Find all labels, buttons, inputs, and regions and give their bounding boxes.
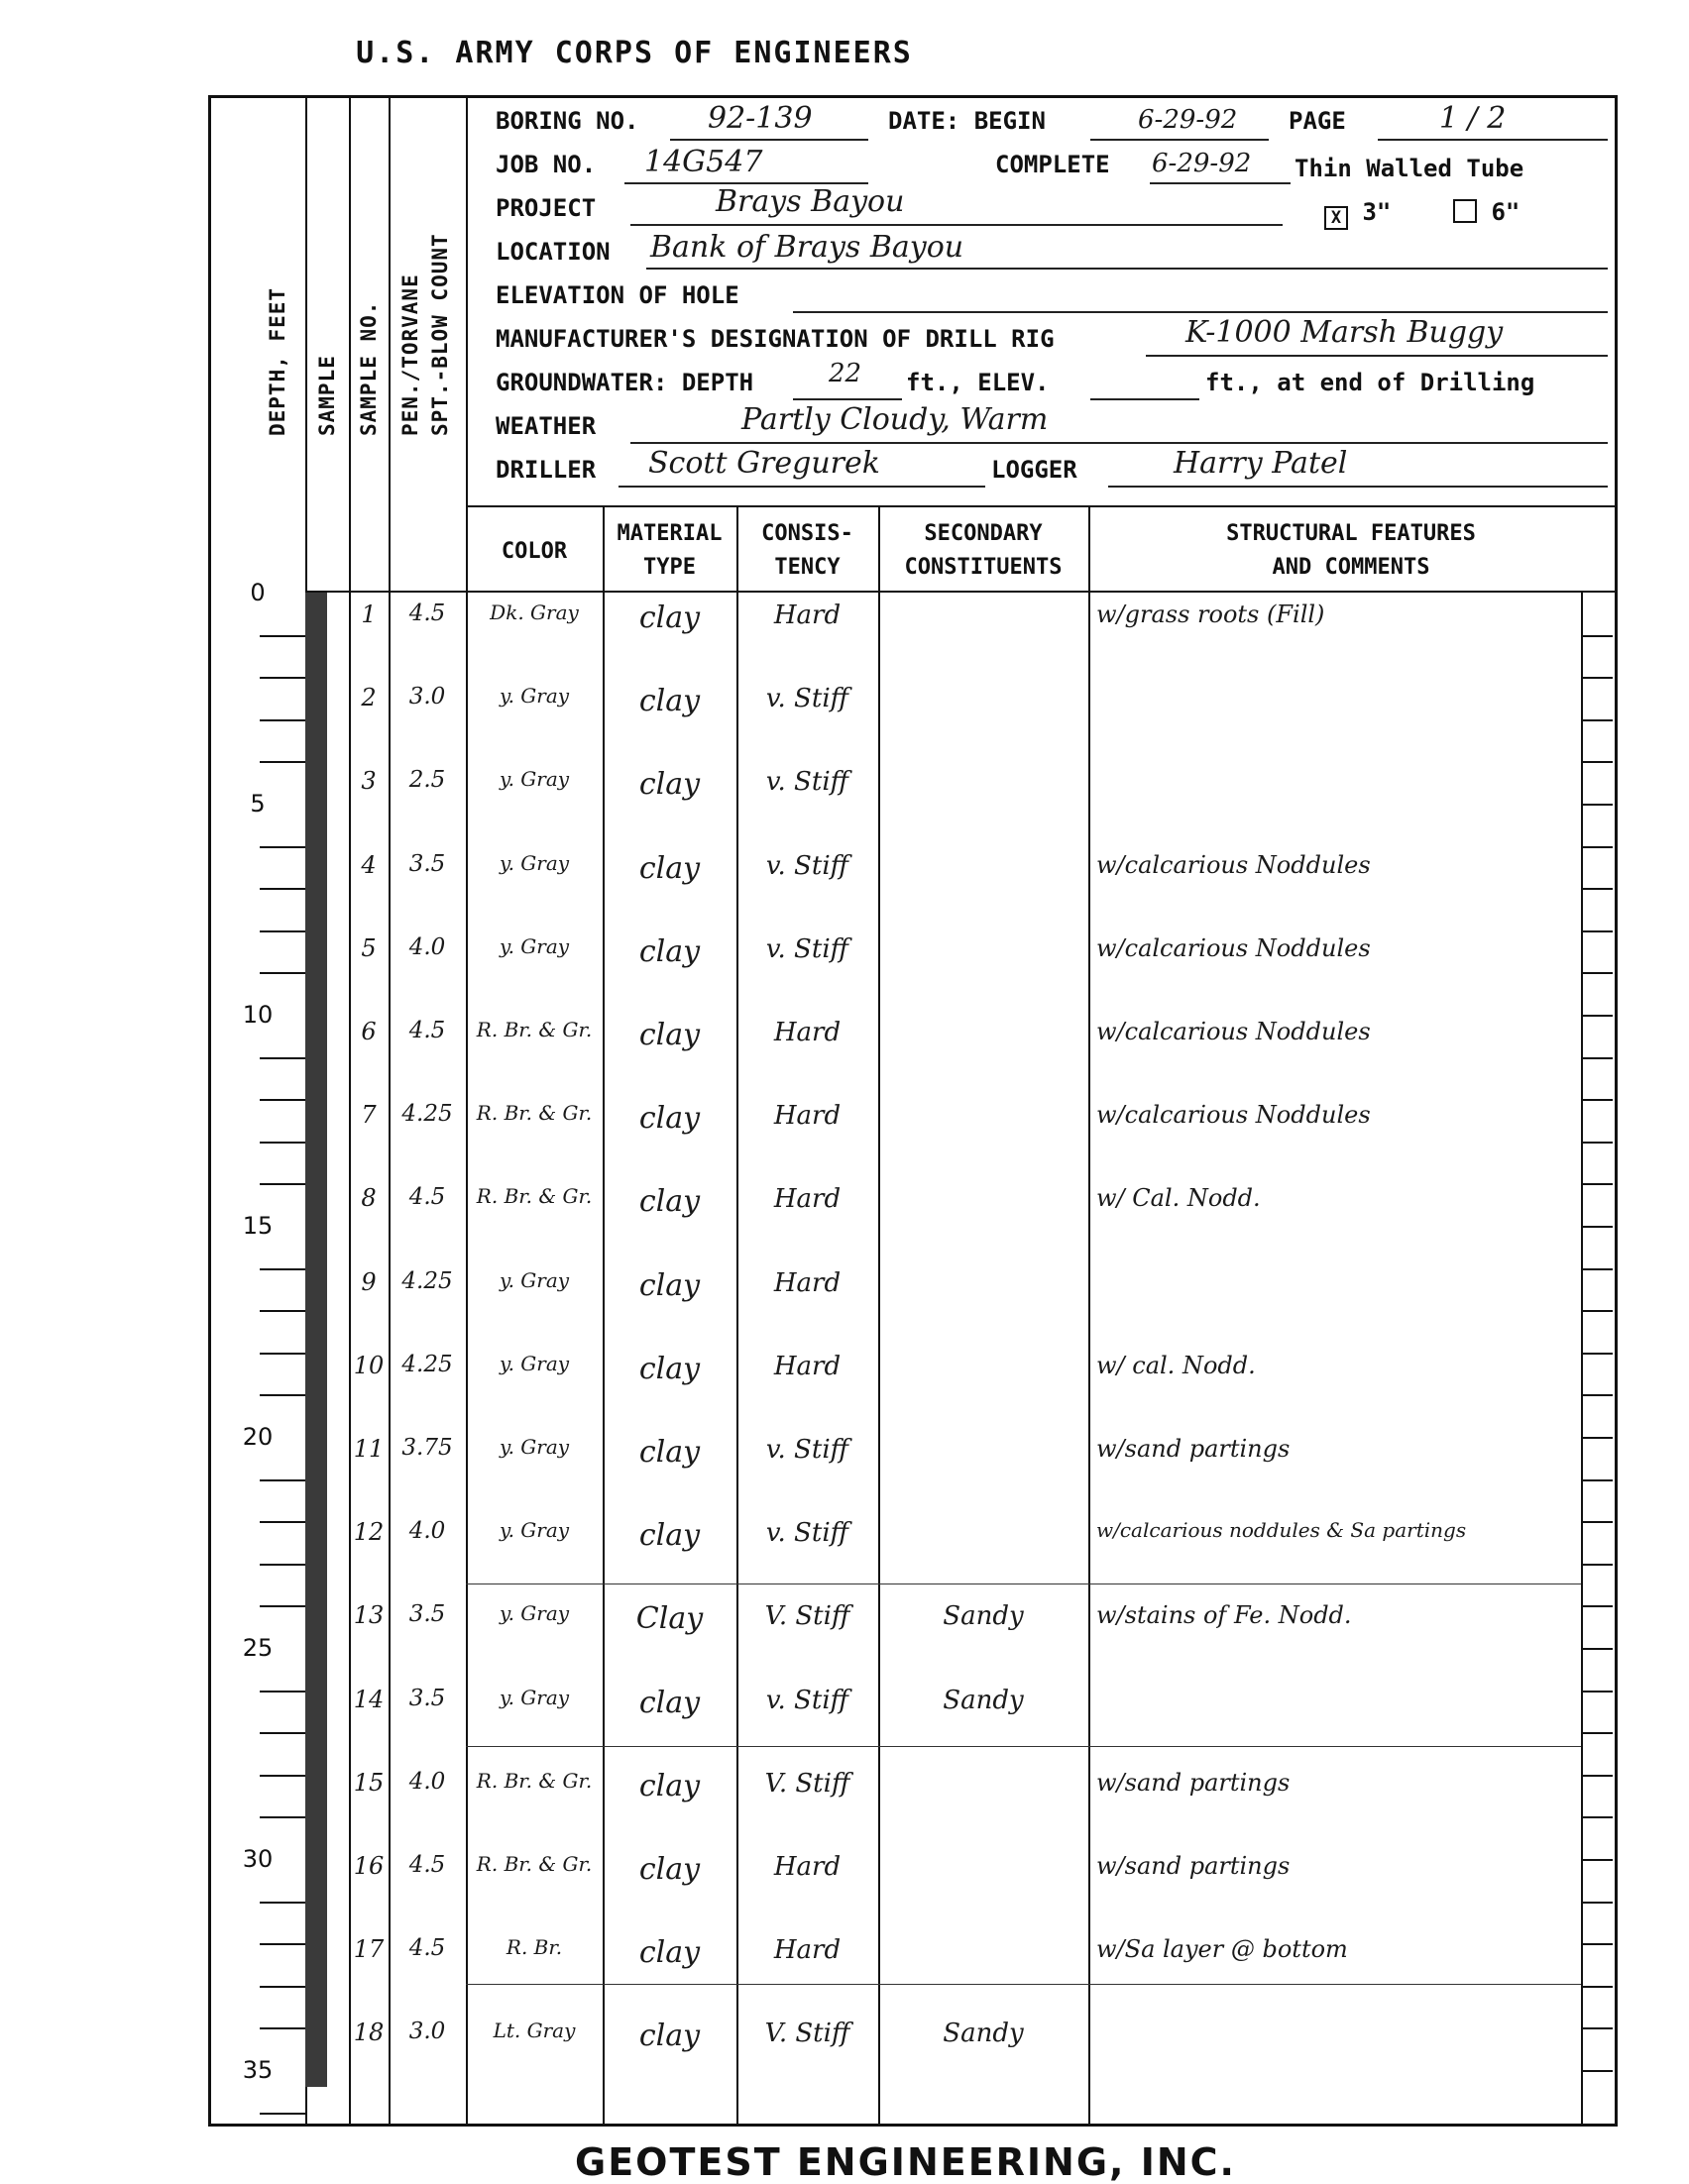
complete-underline [1150,182,1291,184]
depth-tick [260,1479,305,1481]
right-scale-tick [1581,1859,1613,1861]
location-underline [646,268,1608,270]
elevation-underline [793,311,1608,313]
right-scale-tick [1581,1648,1613,1650]
right-scale-tick [1581,1732,1613,1734]
depth-tick [260,972,305,974]
pen-torvane-value: 4.25 [401,1267,453,1294]
consistency-value: Hard [773,1267,842,1298]
depth-tick [260,1943,305,1945]
project-value: Brays Bayou [716,184,905,219]
material-type-column-header [603,517,736,587]
date-begin-underline [1090,139,1269,141]
secondary-constituent-value: Sandy [943,2019,1024,2049]
consistency-header-line2: TENCY [774,555,841,580]
color-value: R. Br. & Gr. [476,1852,593,1876]
location-value: Bank of Brays Bayou [650,230,964,265]
depth-tick [260,1564,305,1566]
material-header-line1: MATERIAL [617,521,723,546]
consistency-value: v. Stiff [765,1685,849,1715]
groundwater-end-label: ft., at end of Drilling [1205,369,1535,396]
sample-number: 10 [353,1351,385,1379]
color-value: y. Gray [499,1685,570,1709]
sample-number: 1 [361,601,377,628]
sample-number: 15 [353,1768,385,1797]
tube-6in-checkbox[interactable] [1453,199,1477,223]
structural-comment-value: w/sand partings [1096,1435,1291,1463]
depth-tick [260,2113,305,2115]
right-scale-tick [1581,1099,1613,1101]
sample-number: 17 [353,1935,385,1964]
depth-tick [260,1816,305,1818]
logger-value: Harry Patel [1174,446,1348,481]
pen-torvane-value: 4.5 [408,1852,446,1878]
sample-interval-bar [305,593,327,2087]
material-type-value: clay [638,1852,701,1887]
consistency-value: v. Stiff [765,1518,849,1549]
right-scale-tick [1581,1605,1613,1607]
depth-tick [260,1394,305,1396]
depth-tick [260,1268,305,1270]
depth-tick [260,1057,305,1059]
secondary-constituent-value: Sandy [943,1601,1024,1632]
color-value: y. Gray [499,1518,570,1543]
right-scale-tick [1581,1902,1613,1904]
material-type-value: clay [638,1101,701,1137]
drill-rig-underline [1146,355,1608,357]
page-underline [1378,139,1608,141]
boring-no-value: 92-139 [708,101,813,136]
right-scale-tick [1581,1142,1613,1144]
job-no-label: JOB NO. [496,151,597,178]
material-header-line2: TYPE [643,555,696,580]
color-value: y. Gray [499,767,570,792]
material-type-value: Clay [635,1601,704,1637]
divider-stratum-1 [466,1583,1581,1584]
sample-number: 8 [361,1184,377,1213]
company-footer: GEOTEST ENGINEERING, INC. [575,2140,1236,2184]
driller-value: Scott Gregurek [648,446,880,481]
depth-label: 30 [220,1846,295,1872]
structural-comment-value: w/calcarious Noddules [1096,850,1371,879]
right-scale-tick [1581,972,1613,974]
depth-tick [260,1142,305,1144]
structural-header-line2: AND COMMENTS [1272,555,1430,580]
depth-tick [260,930,305,932]
pen-torvane-value: 4.25 [401,1351,453,1377]
right-scale-tick [1581,846,1613,848]
material-type-value: clay [638,1935,701,1971]
depth-tick [260,635,305,637]
color-value: R. Br. & Gr. [476,1768,593,1793]
right-scale-tick [1581,1394,1613,1396]
structural-comment-value: w/sand partings [1096,1768,1291,1797]
boring-no-label: BORING NO. [496,107,639,135]
sample-number: 12 [353,1518,385,1547]
material-type-value: clay [638,1184,701,1220]
divider-header-columns [466,505,1618,507]
groundwater-label: GROUNDWATER: DEPTH [496,369,754,396]
structural-comment-value: w/sand partings [1096,1852,1291,1880]
groundwater-elev-underline [1090,398,1199,400]
consistency-value: v. Stiff [765,684,849,714]
weather-underline [630,442,1608,444]
color-column-header: COLOR [501,539,568,564]
page-value: 1 / 2 [1439,101,1507,136]
sample-number: 16 [353,1852,385,1880]
right-scale-tick [1581,1564,1613,1566]
right-scale-tick [1581,1986,1613,1988]
depth-tick [260,1605,305,1607]
material-type-value: clay [638,767,701,803]
drill-rig-value: K-1000 Marsh Buggy [1185,315,1504,350]
secondary-constituents-column-header [878,517,1088,587]
depth-tick [260,2027,305,2029]
structural-comment-value: w/calcarious Noddules [1096,1018,1371,1045]
depth-tick [260,1310,305,1312]
depth-label: 0 [220,580,295,605]
structural-comment-value: w/calcarious Noddules [1096,933,1371,962]
tube-3in-option [1324,198,1391,230]
material-type-value: clay [638,1267,701,1303]
consistency-value: Hard [773,601,842,630]
consistency-value: V. Stiff [764,1601,850,1632]
consistency-value: Hard [773,1935,842,1966]
secondary-header-line1: SECONDARY [924,521,1043,546]
date-begin-value: 6-29-92 [1138,105,1238,135]
structural-comment-value: w/ cal. Nodd. [1096,1351,1256,1379]
divider-consistency-secondary [878,507,880,2127]
secondary-constituent-value: Sandy [943,1685,1024,1715]
color-value: Lt. Gray [493,2019,576,2043]
pen-torvane-value: 2.5 [408,767,446,794]
weather-label: WEATHER [496,412,597,440]
pen-torvane-value: 4.5 [408,1935,446,1962]
pen-torvane-value: 3.5 [408,850,446,877]
right-scale-tick [1581,930,1613,932]
right-scale-tick [1581,761,1613,763]
color-value: R. Br. & Gr. [476,1101,593,1126]
groundwater-depth-value: 22 [829,359,862,388]
material-type-value: clay [638,684,701,719]
right-scale-tick [1581,1268,1613,1270]
tube-3in-label: 3" [1362,198,1392,226]
sample-number: 3 [361,767,377,796]
complete-label: COMPLETE [995,151,1110,178]
material-type-value: clay [638,601,701,635]
divider-columns-data [305,591,1618,593]
depth-tick [260,888,305,890]
driller-underline [619,486,985,488]
consistency-value: v. Stiff [765,933,849,964]
weather-value: Partly Cloudy, Warm [741,402,1049,437]
pen-torvane-label: PEN./TORVANE [398,273,422,436]
sample-number: 11 [353,1435,385,1463]
sample-number: 7 [361,1101,377,1130]
consistency-value: Hard [773,1018,842,1047]
right-scale-tick [1581,2070,1613,2072]
right-scale-tick [1581,635,1613,637]
sample-number: 13 [353,1601,385,1630]
date-begin-label: DATE: BEGIN [888,107,1046,135]
boring-no-underline [670,139,868,141]
structural-header-line1: STRUCTURAL FEATURES [1226,521,1476,546]
depth-tick [260,761,305,763]
divider-material-consistency [736,507,738,2127]
consistency-header-line1: CONSIS- [761,521,853,546]
consistency-value: V. Stiff [764,2019,850,2049]
pen-torvane-value: 3.0 [408,684,446,710]
right-scale-tick [1581,1437,1613,1439]
consistency-value: v. Stiff [765,767,849,798]
consistency-value: Hard [773,1184,842,1215]
depth-tick [260,1353,305,1355]
project-underline [630,224,1283,226]
structural-comment-value: w/calcarious noddules & Sa partings [1096,1518,1467,1543]
right-scale-tick [1581,719,1613,721]
right-scale-tick [1581,1691,1613,1693]
depth-tick [260,1691,305,1693]
material-type-value: clay [638,1435,701,1470]
divider-stratum-2 [466,1746,1581,1747]
depth-tick [260,846,305,848]
location-label: LOCATION [496,238,611,266]
right-scale-tick [1581,1816,1613,1818]
structural-features-column-header [1088,517,1614,587]
structural-comment-value: w/ Cal. Nodd. [1096,1184,1261,1213]
material-type-value: clay [638,933,701,969]
depth-label: 15 [220,1213,295,1239]
tube-3in-checkbox[interactable]: X [1324,206,1348,230]
color-value: R. Br. & Gr. [476,1184,593,1209]
tube-6in-option [1453,198,1520,226]
depth-tick [260,1986,305,1988]
depth-tick [260,1521,305,1523]
structural-comment-value: w/grass roots (Fill) [1096,601,1325,628]
depth-feet-label: DEPTH, FEET [266,286,289,436]
consistency-value: v. Stiff [765,1435,849,1465]
pen-torvane-value: 4.0 [408,933,446,960]
pen-torvane-value: 3.5 [408,1601,446,1628]
depth-label: 25 [220,1635,295,1661]
right-scale-tick [1581,1310,1613,1312]
depth-label: 5 [220,791,295,817]
pen-torvane-value: 4.5 [408,1184,446,1211]
right-scale-tick [1581,1521,1613,1523]
consistency-value: V. Stiff [764,1768,850,1799]
sample-number: 18 [353,2019,385,2047]
depth-label: 10 [220,1002,295,1028]
color-value: R. Br. [506,1935,563,1960]
sample-number: 2 [361,684,377,712]
elevation-label: ELEVATION OF HOLE [496,281,739,309]
pen-torvane-value: 4.0 [408,1768,446,1795]
right-scale-tick [1581,888,1613,890]
material-type-value: clay [638,1018,701,1052]
right-scale-tick [1581,804,1613,806]
right-scale-tick [1581,1479,1613,1481]
depth-tick [260,677,305,679]
color-value: y. Gray [499,850,570,875]
project-label: PROJECT [496,194,597,222]
document-title: U.S. ARMY CORPS OF ENGINEERS [356,36,913,70]
pen-torvane-value: 3.75 [401,1435,453,1461]
divider-right-scale [1581,593,1583,2127]
sample-label: SAMPLE [315,355,339,436]
depth-tick [260,1183,305,1185]
pen-torvane-value: 4.5 [408,1018,446,1043]
consistency-value: Hard [773,1101,842,1132]
right-scale-tick [1581,1226,1613,1228]
thin-walled-tube-label: Thin Walled Tube [1295,155,1524,182]
spt-blow-count-label: SPT.-BLOW COUNT [428,233,452,436]
color-value: Dk. Gray [490,601,579,624]
depth-label: 20 [220,1424,295,1450]
right-scale-tick [1581,1183,1613,1185]
groundwater-elev-label: ft., ELEV. [906,369,1050,396]
groundwater-depth-underline [793,398,902,400]
material-type-value: clay [638,1518,701,1554]
structural-comment-value: w/stains of Fe. Nodd. [1096,1601,1352,1630]
sample-no-label: SAMPLE NO. [357,300,381,436]
divider-secondary-structural [1088,507,1090,2127]
right-scale-tick [1581,2027,1613,2029]
consistency-column-header [736,517,878,587]
color-value: y. Gray [499,684,570,709]
consistency-value: v. Stiff [765,850,849,881]
color-value: R. Br. & Gr. [476,1018,593,1041]
right-scale-tick [1581,1057,1613,1059]
depth-tick [260,1902,305,1904]
material-type-value: clay [638,1685,701,1720]
logger-underline [1108,486,1608,488]
material-type-value: clay [638,1351,701,1386]
right-scale-tick [1581,1015,1613,1017]
material-type-value: clay [638,850,701,886]
pen-torvane-value: 3.5 [408,1685,446,1711]
logger-label: LOGGER [991,456,1077,484]
job-no-value: 14G547 [644,145,763,179]
material-type-value: clay [638,2019,701,2054]
right-scale-tick [1581,1353,1613,1355]
tube-6in-label: 6" [1491,198,1520,226]
sample-number: 9 [361,1267,377,1296]
color-value: y. Gray [499,1435,570,1459]
pen-torvane-value: 4.25 [401,1101,453,1128]
secondary-header-line2: CONSTITUENTS [904,555,1063,580]
page-label: PAGE [1289,107,1346,135]
structural-comment-value: w/calcarious Noddules [1096,1101,1371,1130]
complete-value: 6-29-92 [1152,149,1252,178]
pen-torvane-value: 3.0 [408,2019,446,2045]
sample-number: 5 [361,933,377,962]
material-type-value: clay [638,1768,701,1803]
consistency-value: Hard [773,1351,842,1381]
pen-torvane-value: 4.5 [408,601,446,626]
depth-tick [260,719,305,721]
right-scale-tick [1581,1943,1613,1945]
color-value: y. Gray [499,933,570,958]
depth-tick [260,1732,305,1734]
color-value: y. Gray [499,1351,570,1375]
sample-number: 4 [361,850,377,879]
structural-comment-value: w/Sa layer @ bottom [1096,1935,1348,1964]
color-value: y. Gray [499,1267,570,1292]
driller-label: DRILLER [496,456,597,484]
depth-tick [260,1099,305,1101]
depth-label: 35 [220,2057,295,2083]
depth-tick [260,1775,305,1777]
color-value: y. Gray [499,1601,570,1626]
pen-torvane-value: 4.0 [408,1518,446,1545]
sample-number: 6 [361,1018,377,1045]
right-scale-tick [1581,677,1613,679]
consistency-value: Hard [773,1852,842,1882]
sample-number: 14 [353,1685,385,1713]
divider-stratum-3 [466,1984,1581,1985]
drill-rig-label: MANUFACTURER'S DESIGNATION OF DRILL RIG [496,325,1055,353]
right-scale-tick [1581,1775,1613,1777]
